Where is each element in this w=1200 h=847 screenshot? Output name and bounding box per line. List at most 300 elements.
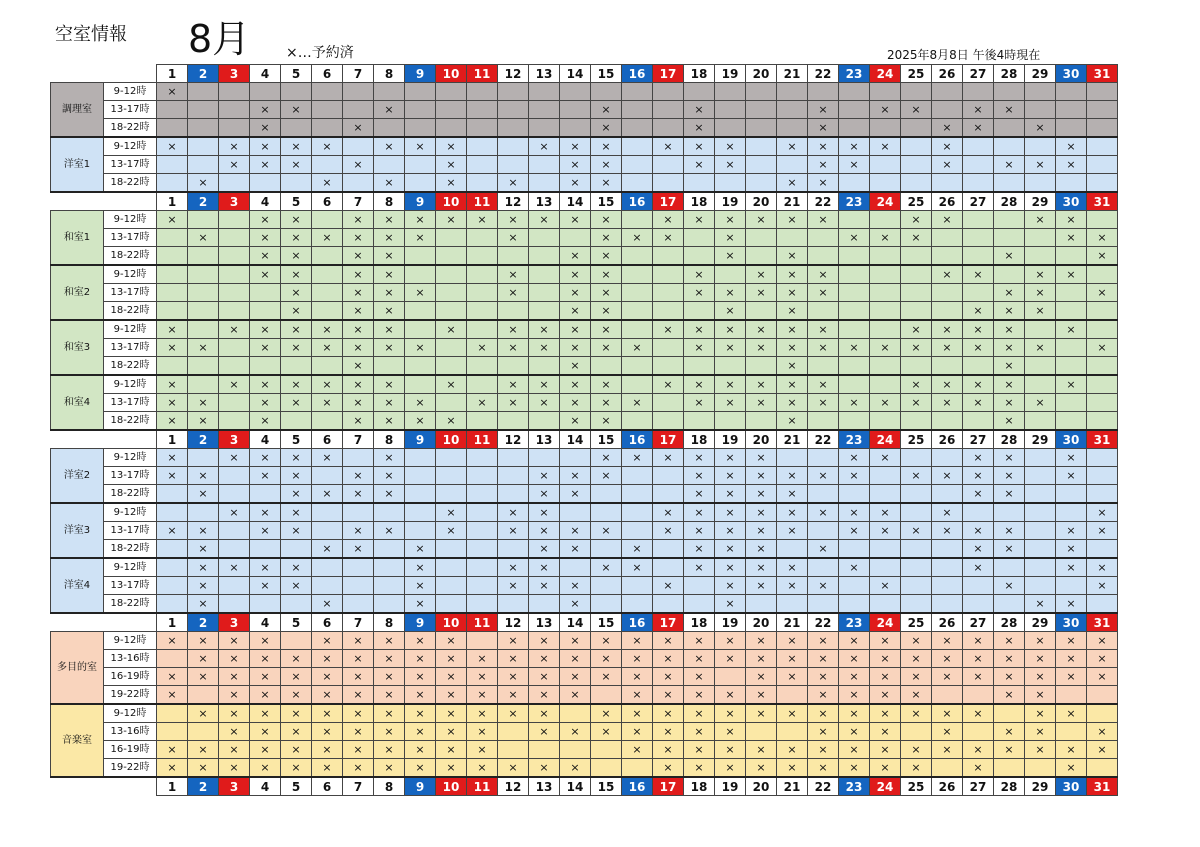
day-header-cell: 2 [188,613,219,632]
available-cell [405,302,436,321]
reserved-mark: × [188,632,219,650]
reserved-mark: × [994,357,1025,376]
available-cell [746,174,777,193]
reserved-mark: × [312,174,343,193]
reserved-mark: × [405,577,436,595]
available-cell [1056,577,1087,595]
reserved-mark: × [343,302,374,321]
available-cell [467,265,498,284]
reserved-mark: × [312,485,343,504]
reserved-mark: × [1025,632,1056,650]
day-header-cell: 14 [560,430,591,449]
reserved-mark: × [405,632,436,650]
reserved-mark: × [932,394,963,412]
reserved-mark: × [529,686,560,705]
reserved-mark: × [529,540,560,559]
reserved-mark: × [1087,503,1118,522]
day-header-cell: 10 [436,777,467,796]
reserved-mark: × [374,650,405,668]
day-header-cell: 11 [467,192,498,211]
available-cell [219,302,250,321]
reserved-mark: × [746,485,777,504]
available-cell [467,558,498,577]
reserved-mark: × [374,704,405,723]
available-cell [1025,247,1056,266]
available-cell [374,558,405,577]
reserved-mark: × [963,339,994,357]
day-header-cell: 29 [1025,613,1056,632]
reserved-mark: × [963,759,994,778]
slot-row [51,704,1118,723]
reserved-mark: × [281,137,312,156]
day-header-cell: 4 [250,613,281,632]
available-cell [746,723,777,741]
reserved-mark: × [653,320,684,339]
available-cell [653,467,684,485]
available-cell [281,83,312,101]
reserved-mark: × [963,265,994,284]
reserved-mark: × [808,375,839,394]
reserved-mark: × [188,467,219,485]
reserved-mark: × [250,137,281,156]
available-cell [343,503,374,522]
reserved-mark: × [870,394,901,412]
reserved-mark: × [870,650,901,668]
reserved-mark: × [932,137,963,156]
day-header-cell: 12 [498,777,529,796]
reserved-mark: × [684,522,715,540]
available-cell [1025,137,1056,156]
reserved-mark: × [157,522,188,540]
available-cell [498,412,529,431]
reserved-mark: × [219,704,250,723]
reserved-mark: × [839,723,870,741]
available-cell [622,485,653,504]
available-cell [219,247,250,266]
reserved-mark: × [312,686,343,705]
reserved-mark: × [1025,211,1056,229]
reserved-mark: × [405,668,436,686]
day-header-cell: 20 [746,613,777,632]
reserved-mark: × [901,632,932,650]
time-slot-label: 16-19時 [104,741,157,759]
reserved-mark: × [1025,284,1056,302]
available-cell [436,302,467,321]
reserved-mark: × [994,302,1025,321]
reserved-mark: × [188,704,219,723]
available-cell [312,522,343,540]
reserved-mark: × [498,704,529,723]
reserved-mark: × [591,394,622,412]
day-header-cell: 31 [1087,613,1118,632]
slot-row [51,485,1118,504]
day-header-row [51,613,1118,632]
available-cell [1056,357,1087,376]
available-cell [932,284,963,302]
reserved-mark: × [715,540,746,559]
reserved-mark: × [808,119,839,138]
reserved-mark: × [188,558,219,577]
available-cell [1087,119,1118,138]
day-header-cell: 28 [994,65,1025,83]
reserved-mark: × [901,522,932,540]
room-name: 洋室4 [51,558,104,613]
day-header-cell: 12 [498,613,529,632]
reserved-mark: × [250,211,281,229]
available-cell [901,83,932,101]
reserved-mark: × [622,668,653,686]
reserved-mark: × [901,394,932,412]
legend-text: ×…予約済 [286,45,354,61]
available-cell [870,174,901,193]
available-cell [746,101,777,119]
reserved-mark: × [312,320,343,339]
reserved-mark: × [529,375,560,394]
available-cell [343,101,374,119]
reserved-mark: × [250,741,281,759]
available-cell [250,595,281,614]
time-slot-label: 9-12時 [104,137,157,156]
reserved-mark: × [529,394,560,412]
reserved-mark: × [374,522,405,540]
day-header-cell: 3 [219,192,250,211]
reserved-mark: × [808,156,839,174]
available-cell [994,759,1025,778]
available-cell [312,119,343,138]
reserved-mark: × [405,595,436,614]
reserved-mark: × [684,540,715,559]
day-header-cell: 7 [343,65,374,83]
slot-row [51,247,1118,266]
available-cell [467,412,498,431]
reserved-mark: × [250,723,281,741]
reserved-mark: × [498,284,529,302]
reserved-mark: × [932,741,963,759]
available-cell [498,467,529,485]
available-cell [653,247,684,266]
header-spacer [104,777,157,796]
slot-row [51,83,1118,101]
available-cell [1087,394,1118,412]
day-header-cell: 3 [219,430,250,449]
day-header-row [51,777,1118,796]
reserved-mark: × [188,595,219,614]
reserved-mark: × [715,595,746,614]
reserved-mark: × [901,375,932,394]
reserved-mark: × [684,668,715,686]
available-cell [467,229,498,247]
reserved-mark: × [219,759,250,778]
reserved-mark: × [498,229,529,247]
reserved-mark: × [684,759,715,778]
day-header-cell: 2 [188,192,219,211]
day-header-cell: 22 [808,65,839,83]
available-cell [157,704,188,723]
reserved-mark: × [622,704,653,723]
available-cell [839,412,870,431]
reserved-mark: × [684,265,715,284]
reserved-mark: × [870,101,901,119]
reserved-mark: × [901,467,932,485]
available-cell [1087,101,1118,119]
reserved-mark: × [653,211,684,229]
day-header-cell: 13 [529,192,560,211]
available-cell [622,759,653,778]
day-header-cell: 26 [932,430,963,449]
reserved-mark: × [281,759,312,778]
available-cell [963,247,994,266]
available-cell [467,467,498,485]
reserved-mark: × [932,156,963,174]
reserved-mark: × [343,156,374,174]
reserved-mark: × [839,704,870,723]
reserved-mark: × [157,467,188,485]
reserved-mark: × [808,668,839,686]
reserved-mark: × [622,229,653,247]
available-cell [529,357,560,376]
reserved-mark: × [560,357,591,376]
reserved-mark: × [1087,668,1118,686]
reserved-mark: × [529,522,560,540]
time-slot-label: 9-12時 [104,83,157,101]
slot-row [51,668,1118,686]
available-cell [188,156,219,174]
reserved-mark: × [994,467,1025,485]
day-header-cell: 15 [591,430,622,449]
day-header-cell: 28 [994,430,1025,449]
reserved-mark: × [1087,558,1118,577]
reserved-mark: × [994,668,1025,686]
available-cell [746,156,777,174]
available-cell [622,503,653,522]
day-header-cell: 23 [839,613,870,632]
time-slot-label: 19-22時 [104,686,157,705]
reserved-mark: × [529,650,560,668]
available-cell [467,83,498,101]
reserved-mark: × [312,741,343,759]
reserved-mark: × [281,156,312,174]
day-header-cell: 1 [157,430,188,449]
available-cell [405,449,436,467]
reserved-mark: × [746,522,777,540]
slot-row [51,229,1118,247]
reserved-mark: × [777,394,808,412]
available-cell [219,577,250,595]
reserved-mark: × [591,320,622,339]
reserved-mark: × [746,467,777,485]
available-cell [870,357,901,376]
reserved-mark: × [498,650,529,668]
available-cell [374,83,405,101]
available-cell [839,211,870,229]
reserved-mark: × [374,467,405,485]
day-header-cell: 31 [1087,430,1118,449]
available-cell [653,394,684,412]
available-cell [684,357,715,376]
day-header-cell: 24 [870,65,901,83]
available-cell [839,320,870,339]
reserved-mark: × [932,211,963,229]
reserved-mark: × [777,467,808,485]
day-header-cell: 13 [529,65,560,83]
reserved-mark: × [808,467,839,485]
reserved-mark: × [901,704,932,723]
day-header-cell: 1 [157,777,188,796]
reserved-mark: × [560,156,591,174]
available-cell [963,503,994,522]
available-cell [467,595,498,614]
available-cell [498,119,529,138]
time-slot-label: 13-17時 [104,229,157,247]
day-header-cell: 28 [994,613,1025,632]
reserved-mark: × [188,394,219,412]
available-cell [529,156,560,174]
available-cell [312,467,343,485]
reserved-mark: × [374,320,405,339]
day-header-cell: 21 [777,613,808,632]
reserved-mark: × [374,265,405,284]
available-cell [498,741,529,759]
available-cell [1056,247,1087,266]
page-title: 空室情報 [55,24,127,45]
reserved-mark: × [808,265,839,284]
reserved-mark: × [405,704,436,723]
reserved-mark: × [1056,759,1087,778]
time-slot-label: 13-16時 [104,723,157,741]
available-cell [343,174,374,193]
reserved-mark: × [188,174,219,193]
available-cell [901,302,932,321]
reserved-mark: × [405,339,436,357]
day-header-cell: 19 [715,65,746,83]
available-cell [436,119,467,138]
reserved-mark: × [746,503,777,522]
day-header-cell: 2 [188,65,219,83]
day-header-cell: 20 [746,65,777,83]
slot-row [51,357,1118,376]
reserved-mark: × [684,741,715,759]
available-cell [901,247,932,266]
available-cell [591,485,622,504]
available-cell [436,339,467,357]
reserved-mark: × [343,265,374,284]
reserved-mark: × [622,394,653,412]
available-cell [994,503,1025,522]
reserved-mark: × [157,339,188,357]
available-cell [312,265,343,284]
available-cell [1087,704,1118,723]
reserved-mark: × [901,759,932,778]
reserved-mark: × [994,632,1025,650]
available-cell [188,211,219,229]
available-cell [374,503,405,522]
available-cell [808,558,839,577]
reserved-mark: × [374,686,405,705]
reserved-mark: × [684,723,715,741]
header-spacer [51,65,104,83]
available-cell [1025,229,1056,247]
available-cell [622,247,653,266]
reserved-mark: × [994,650,1025,668]
available-cell [188,375,219,394]
reserved-mark: × [560,394,591,412]
reserved-mark: × [870,686,901,705]
reserved-mark: × [777,741,808,759]
available-cell [1087,467,1118,485]
day-header-cell: 19 [715,777,746,796]
slot-row [51,650,1118,668]
available-cell [684,229,715,247]
reserved-mark: × [591,137,622,156]
available-cell [188,449,219,467]
reserved-mark: × [994,339,1025,357]
reserved-mark: × [467,741,498,759]
reserved-mark: × [963,650,994,668]
available-cell [188,247,219,266]
available-cell [870,320,901,339]
header-spacer [51,613,104,632]
reserved-mark: × [839,668,870,686]
reserved-mark: × [498,686,529,705]
reserved-mark: × [343,704,374,723]
available-cell [746,412,777,431]
reserved-mark: × [560,320,591,339]
available-cell [157,284,188,302]
reserved-mark: × [777,412,808,431]
slot-row [51,577,1118,595]
reserved-mark: × [436,723,467,741]
available-cell [808,247,839,266]
reserved-mark: × [746,759,777,778]
reserved-mark: × [498,375,529,394]
available-cell [839,357,870,376]
reserved-mark: × [746,558,777,577]
available-cell [529,741,560,759]
day-header-cell: 21 [777,430,808,449]
reserved-mark: × [777,558,808,577]
reserved-mark: × [994,375,1025,394]
available-cell [1025,174,1056,193]
reserved-mark: × [653,577,684,595]
available-cell [498,247,529,266]
available-cell [808,83,839,101]
available-cell [219,83,250,101]
available-cell [963,83,994,101]
reserved-mark: × [746,339,777,357]
reserved-mark: × [312,595,343,614]
available-cell [219,595,250,614]
available-cell [312,577,343,595]
reserved-mark: × [994,485,1025,504]
day-header-cell: 19 [715,613,746,632]
slot-row [51,375,1118,394]
reserved-mark: × [374,137,405,156]
available-cell [715,357,746,376]
available-cell [1056,339,1087,357]
reserved-mark: × [219,723,250,741]
available-cell [963,686,994,705]
reserved-mark: × [715,558,746,577]
available-cell [405,522,436,540]
reserved-mark: × [467,650,498,668]
available-cell [932,485,963,504]
available-cell [591,759,622,778]
available-cell [157,101,188,119]
header-spacer [51,430,104,449]
reserved-mark: × [994,101,1025,119]
available-cell [1087,686,1118,705]
reserved-mark: × [343,119,374,138]
